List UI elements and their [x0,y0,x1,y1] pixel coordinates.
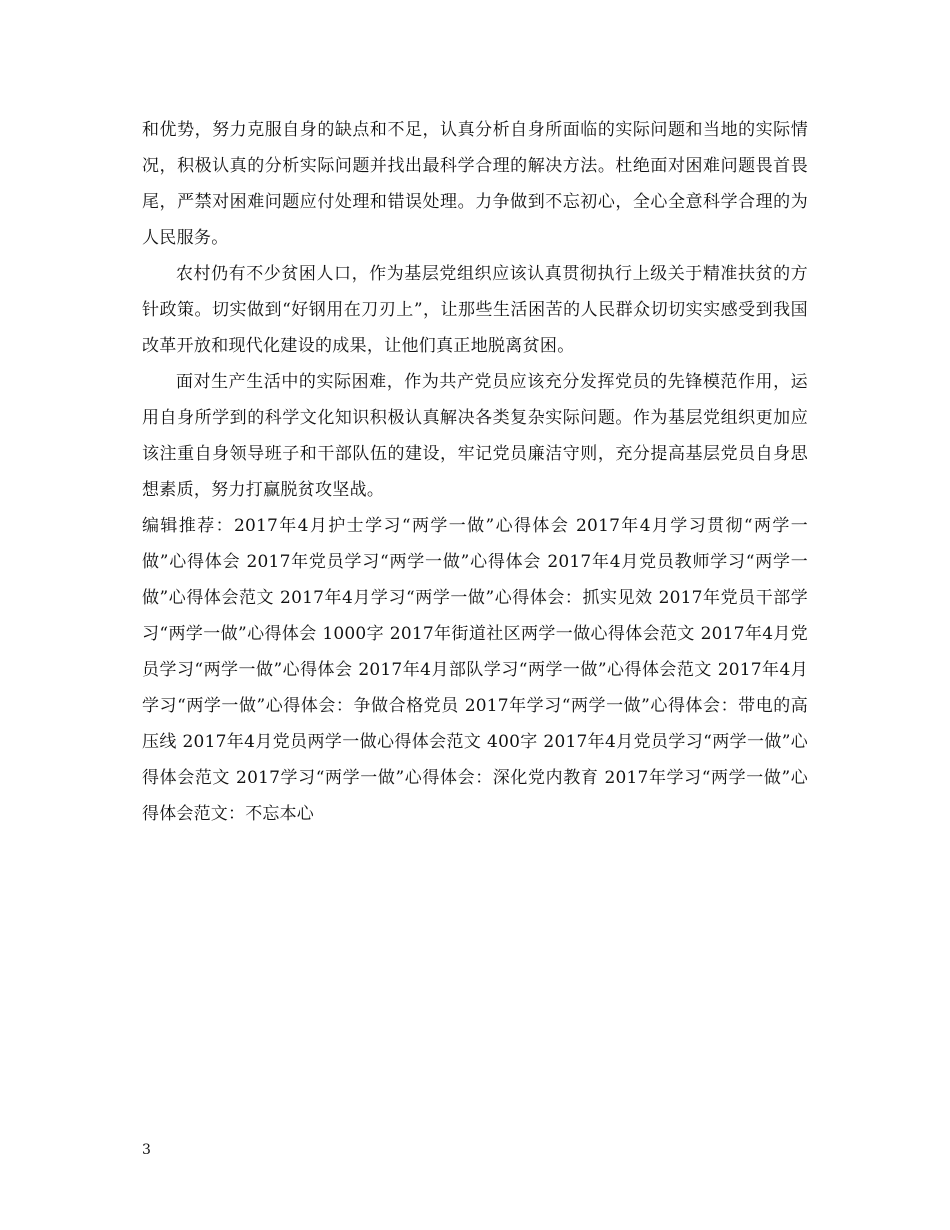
paragraph-party-members: 面对生产生活中的实际困难，作为共产党员应该充分发挥党员的先锋模范作用，运用自身所学到的科学文化知识积极认真解决各类复杂实际问题。作为基层党组织更加应该注重自身领导班子和干部队伍的建设，牢记党员廉洁守则，充分提高基层党员自身思想素质，努力打赢脱贫攻坚战。 [142,372,808,500]
page-number: 3 [142,1142,151,1158]
editor-recommendations: 编辑推荐：2017年4月护士学习“两学一做”心得体会 2017年4月学习贯彻“两学一做”心得体会 2017年党员学习“两学一做”心得体会 2017年4月党员教师学习“两学一做”心得体会范文 2017年4月学习“两学一做”心得体会：抓实见效 2017年党员干部学习“两学一做”心得体会 1000字 2017年街道社区两学一做心得体会范文 2017年4月党员学习“两学一做”心得体会 2017年4月部队学习“两学一做”心得体会范文 2017年4月学习“两学一做”心得体会：争做合格党员 2017年学习“两学一做”心得体会：带电的高压线 2017年4月党员两学一做心得体会范文 400字 2017年4月党员学习“两学一做”心得体会范文 2017学习“两学一做”心得体会：深化党内教育 2017年学习“两学一做”心得体会范文：不忘本心 [142,516,808,824]
paragraph-continuation: 和优势，努力克服自身的缺点和不足，认真分析自身所面临的实际问题和当地的实际情况，积极认真的分析实际问题并找出最科学合理的解决方法。杜绝面对困难问题畏首畏尾，严禁对困难问题应付处理和错误处理。力争做到不忘初心，全心全意科学合理的为人民服务。 [142,120,808,248]
paragraph-poverty: 农村仍有不少贫困人口，作为基层党组织应该认真贯彻执行上级关于精准扶贫的方针政策。切实做到“好钢用在刀刃上”，让那些生活困苦的人民群众切切实实感受到我国改革开放和现代化建设的成果，让他们真正地脱离贫困。 [142,264,808,356]
document-body [142,112,808,832]
